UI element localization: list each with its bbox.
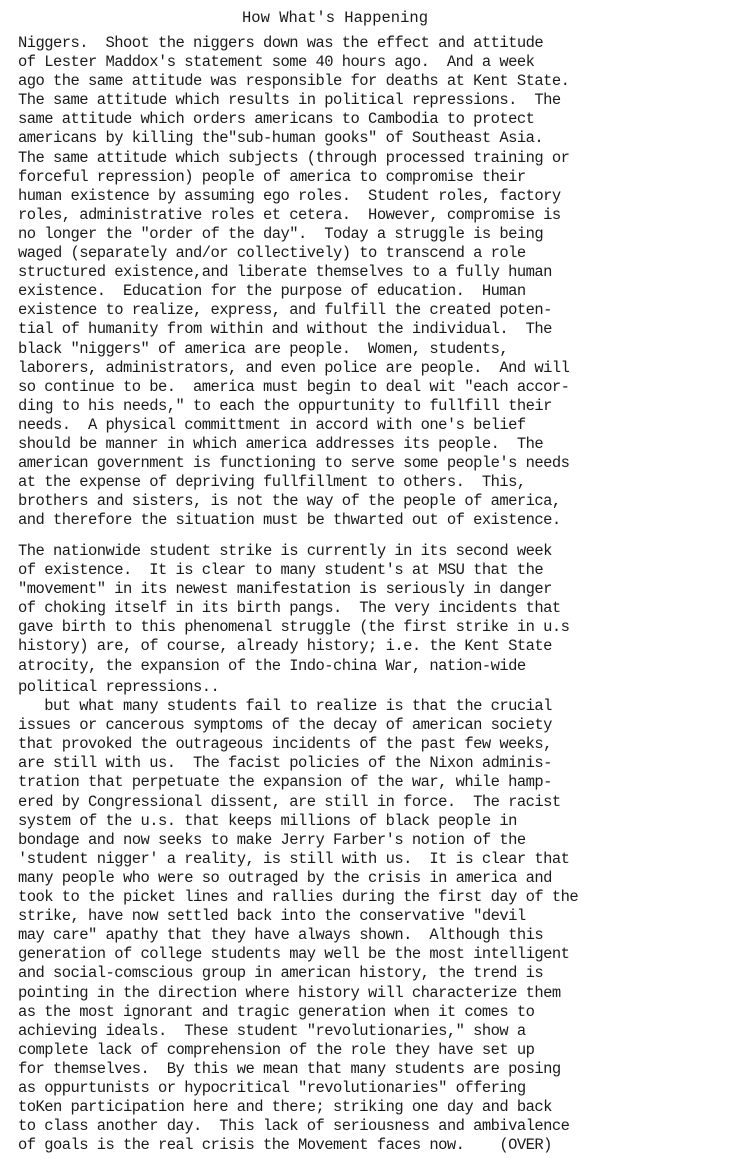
- text-line: as oppurtunists or hypocritical "revolutionaries" offering: [18, 1078, 526, 1097]
- text-line: "movement" in its newest manifestation is seriously in danger: [18, 580, 552, 599]
- text-line: political repressions..: [18, 678, 220, 696]
- text-line: issues or cancerous symptoms of the decay of american society: [18, 716, 552, 735]
- text-line: and therefore the situation must be thwarted out of existence.: [18, 511, 561, 530]
- text-line: strike, have now settled back into the conservative "devil: [18, 907, 526, 926]
- text-line: same attitude which orders americans to Cambodia to protect: [18, 110, 535, 129]
- text-line: of existence. It is clear to many student's at MSU that the: [18, 561, 544, 580]
- text-line: that provoked the outrageous incidents of the past few weeks,: [18, 735, 552, 754]
- text-line: generation of college students may well be the most intelligent: [18, 945, 570, 964]
- text-line: The nationwide student strike is currently in its second week: [18, 542, 552, 560]
- text-line: atrocity, the expansion of the Indo-china War, nation-wide: [18, 656, 526, 675]
- text-line: american government is functioning to serve some people's needs: [18, 454, 570, 473]
- text-line: no longer the "order of the day". Today a struggle is being: [18, 224, 544, 243]
- text-line: of choking itself in its birth pangs. The very incidents that: [18, 599, 561, 618]
- text-line: history) are, of course, already history; i.e. the Kent State: [18, 637, 552, 656]
- text-line: brothers and sisters, is not the way of the people of america,: [18, 492, 561, 511]
- text-line: of Lester Maddox's statement some 40 hours ago. And a week: [18, 53, 535, 72]
- text-line: tial of humanity from within and without the individual. The: [18, 320, 552, 339]
- document-title: How What's Happening: [241, 9, 429, 27]
- text-line: ered by Congressional dissent, are still in force. The racist: [18, 792, 561, 811]
- text-line: and social-comscious group in american history, the trend is: [18, 964, 544, 983]
- text-line: structured existence,and liberate themselves to a fully human: [18, 263, 552, 282]
- text-line: should be manner in which america addresses its people. The: [18, 434, 544, 453]
- text-line: Niggers. Shoot the niggers down was the effect and attitude: [18, 34, 544, 52]
- text-line: toKen participation here and there; striking one day and back: [18, 1098, 552, 1117]
- text-line: human existence by assuming ego roles. Student roles, factory: [18, 186, 561, 205]
- paragraph-student-strike: [18, 542, 569, 676]
- text-line: laborers, administrators, and even police are people. And will: [18, 358, 570, 377]
- text-line: may care" apathy that they have always shown. Although this: [18, 926, 544, 945]
- text-line: existence to realize, express, and fulfill the created poten-: [18, 301, 552, 320]
- text-line: waged (separately and/or collectively) to transcend a role: [18, 244, 526, 263]
- text-line: tration that perpetuate the expansion of the war, while hamp-: [18, 773, 552, 792]
- text-line: ago the same attitude was responsible for deaths at Kent State.: [18, 72, 570, 91]
- text-line: bondage and now seeks to make Jerry Farber's notion of the: [18, 830, 526, 849]
- text-line: ding to his needs," to each the oppurtunity to fullfill their: [18, 396, 552, 415]
- text-line: system of the u.s. that keeps millions of black people in: [18, 811, 517, 830]
- text-line: roles, administrative roles et cetera. However, compromise is: [18, 205, 561, 224]
- text-line: are still with us. The facist policies of the Nixon adminis-: [18, 754, 552, 773]
- text-line: americans by killing the"sub-human gooks" of Southeast Asia.: [18, 129, 544, 148]
- paragraph-movement-crisis: [18, 678, 578, 1155]
- text-line: gave birth to this phenomenal struggle (the first strike in u.s: [18, 618, 570, 637]
- text-line: for themselves. By this we mean that many students are posing: [18, 1059, 561, 1078]
- text-line: The same attitude which results in political repressions. The: [18, 91, 561, 110]
- text-line: pointing in the direction where history will characterize them: [18, 983, 561, 1002]
- text-line: forceful repression) people of america to compromise their: [18, 167, 526, 186]
- paragraph-lester-maddox: [18, 34, 569, 530]
- text-line: 'student nigger' a reality, is still with us. It is clear that: [18, 849, 570, 868]
- text-line: so continue to be. america must begin to deal wit "each accor-: [18, 377, 570, 396]
- text-line: needs. A physical committment in accord with one's belief: [18, 415, 526, 434]
- text-line: existence. Education for the purpose of education. Human: [18, 282, 526, 301]
- text-line: The same attitude which subjects (through processed training or: [18, 148, 570, 167]
- text-line: to class another day. This lack of seriousness and ambivalence: [18, 1117, 570, 1136]
- text-line: achieving ideals. These student "revolutionaries," show a: [18, 1021, 526, 1040]
- text-line: of goals is the real crisis the Movement faces now. (OVER): [18, 1136, 552, 1155]
- text-line: complete lack of comprehension of the role they have set up: [18, 1040, 535, 1059]
- text-line: as the most ignorant and tragic generation when it comes to: [18, 1002, 535, 1021]
- text-line: at the expense of depriving fullfillment to others. This,: [18, 473, 526, 492]
- text-line: many people who were so outraged by the crisis in america and: [18, 868, 552, 887]
- text-line: took to the picket lines and rallies during the first day of the: [18, 888, 579, 907]
- text-line: black "niggers" of america are people. Women, students,: [18, 339, 509, 358]
- text-line: but what many students fail to realize is that the crucial: [18, 697, 552, 716]
